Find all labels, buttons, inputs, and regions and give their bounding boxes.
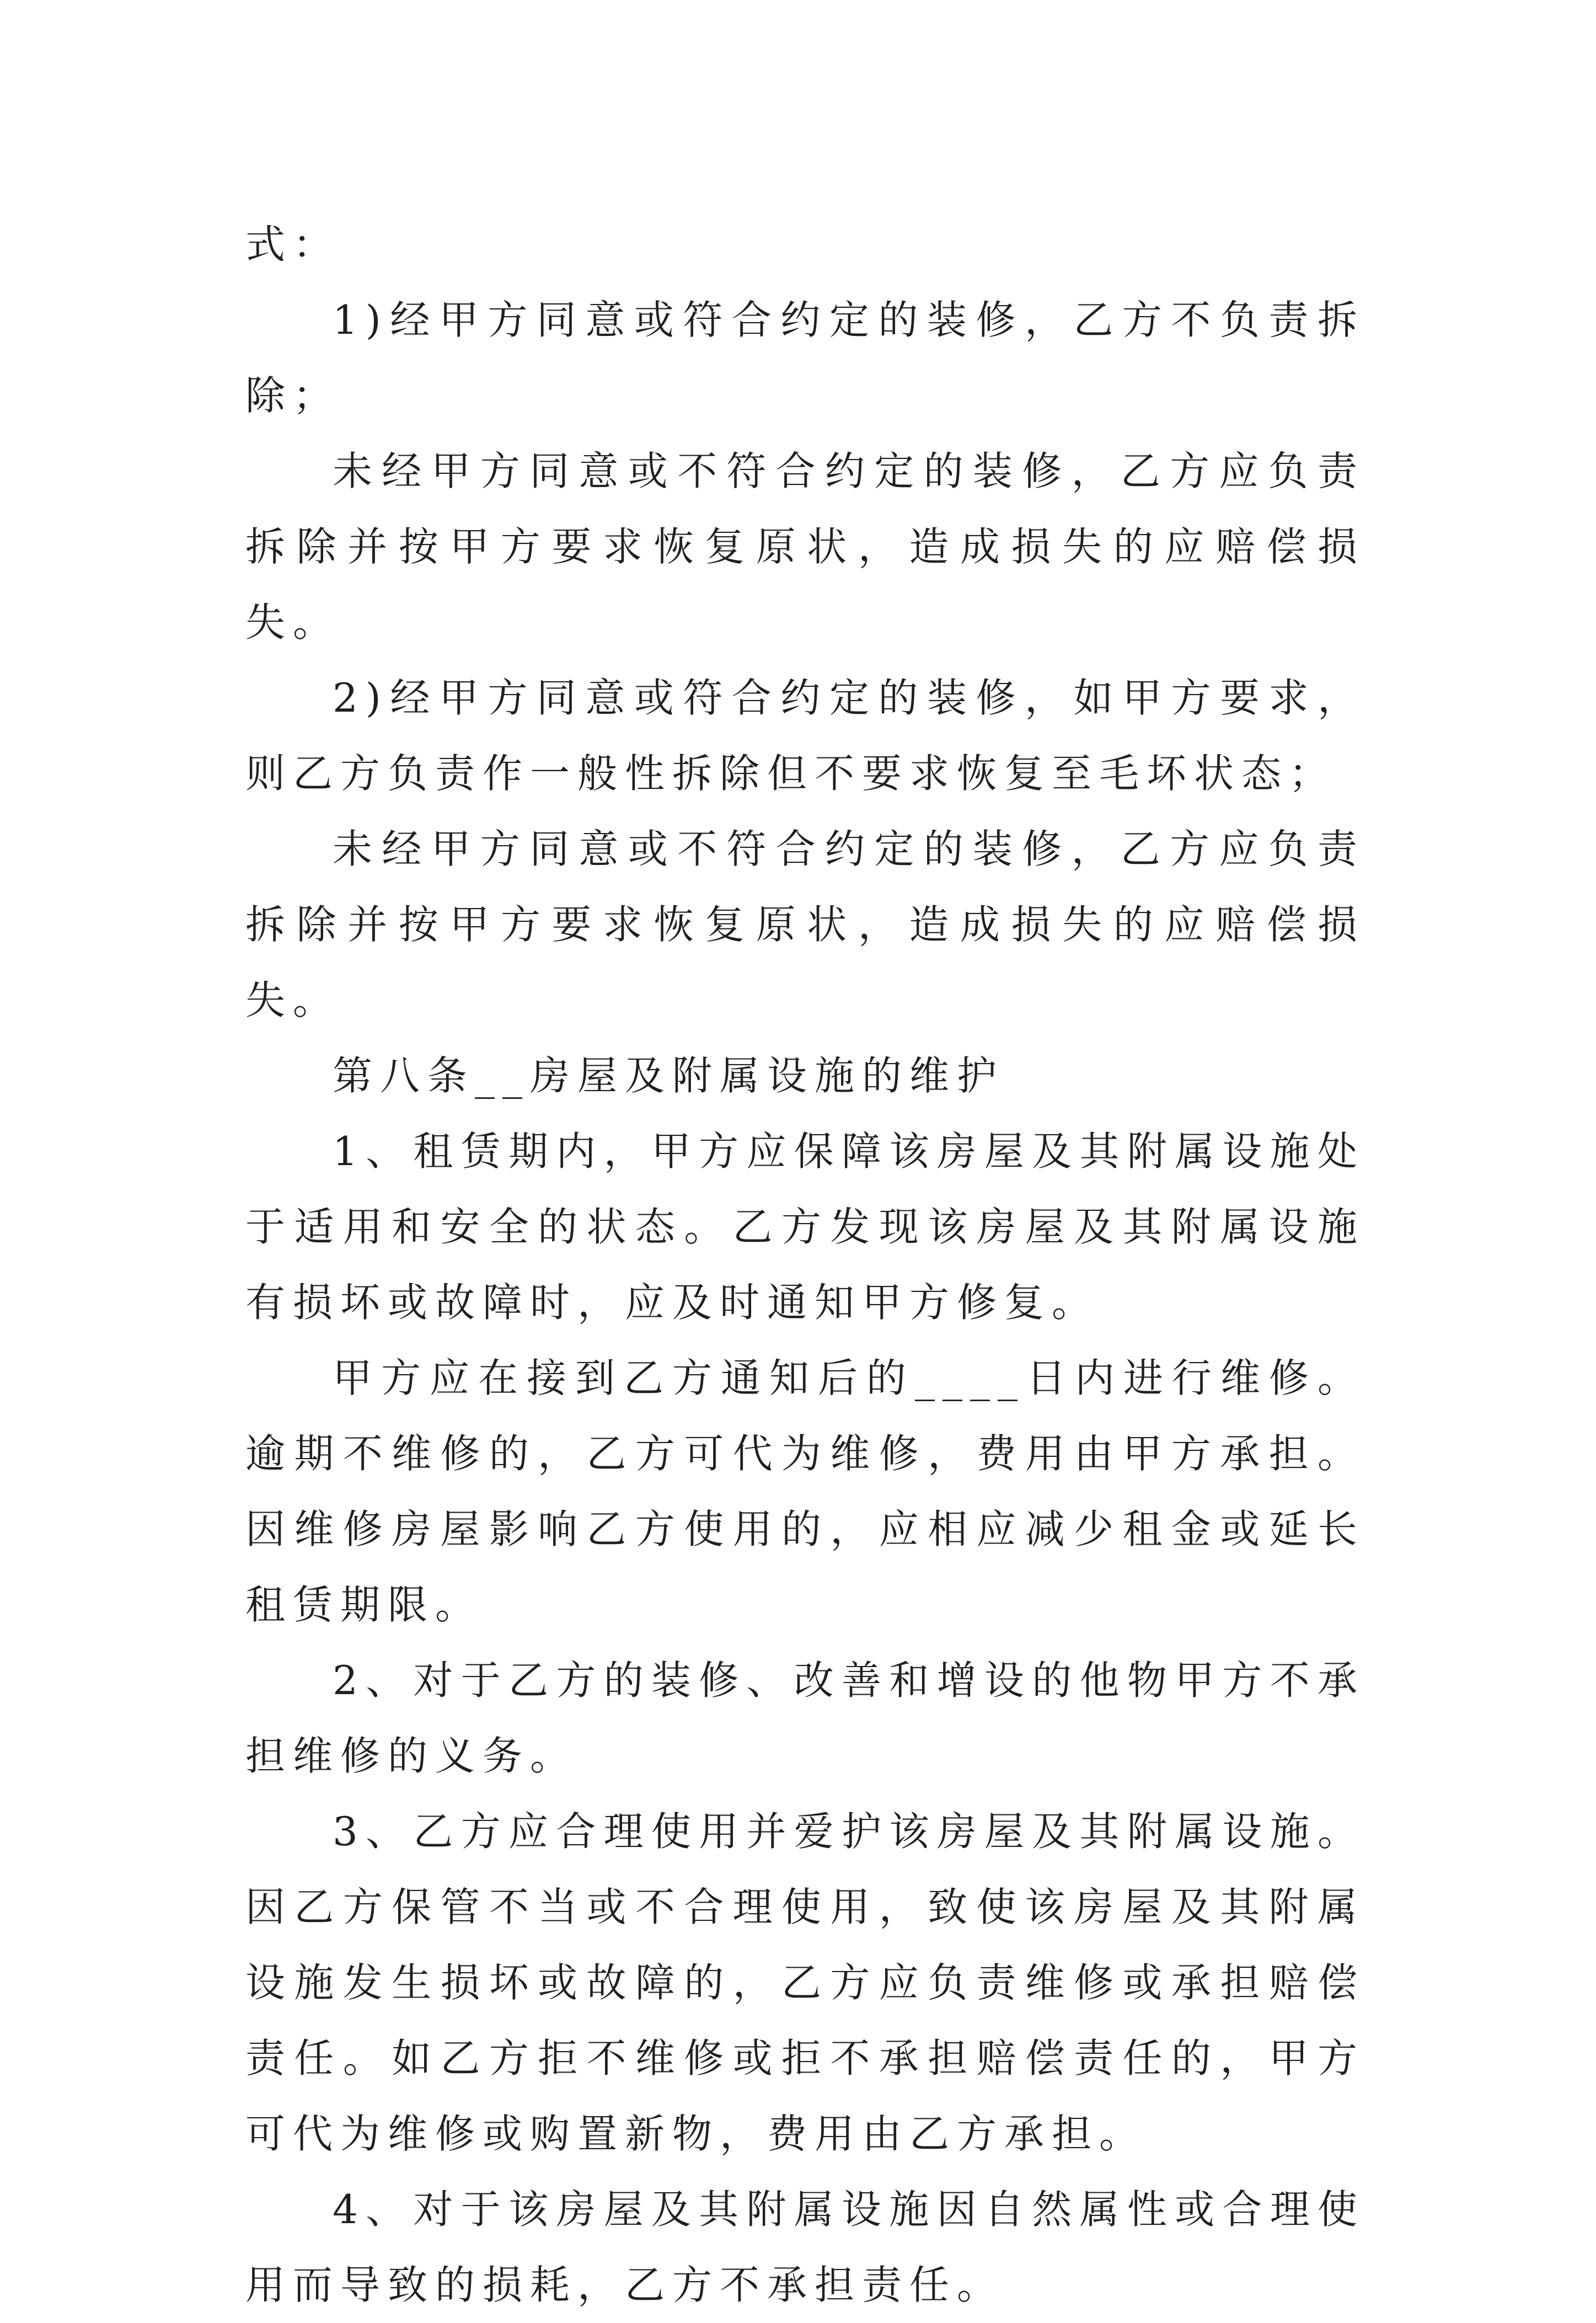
paragraph-9: 2、对于乙方的装修、改善和增设的他物甲方不承担维修的义务。: [245, 1657, 1365, 1779]
paragraph-4: 2)经甲方同意或符合约定的装修，如甲方要求，则乙方负责作一般性拆除但不要求恢复至毛坏状态；: [245, 675, 1365, 797]
paragraph-10: 3、乙方应合理使用并爱护该房屋及其附属设施。因乙方保管不当或不合理使用，致使该房屋及其附属设施发生损坏或故障的，乙方应负责维修或承担赔偿责任。如乙方拒不维修或拒不承担赔偿责任的，甲方可代为维修或购置新物，费用由乙方承担。: [245, 1808, 1365, 2157]
document-body: [245, 207, 1365, 2323]
paragraph-7: 1、租赁期内，甲方应保障该房屋及其附属设施处于适用和安全的状态。乙方发现该房屋及其附属设施有损坏或故障时，应及时通知甲方修复。: [245, 1128, 1365, 1326]
paragraph-1: 式：: [245, 221, 341, 268]
paragraph-5: 未经甲方同意或不符合约定的装修，乙方应负责拆除并按甲方要求恢复原状，造成损失的应赔偿损失。: [245, 826, 1365, 1023]
paragraph-11: 4、对于该房屋及其附属设施因自然属性或合理使用而导致的损耗，乙方不承担责任。: [245, 2186, 1365, 2308]
paragraph-8: 甲方应在接到乙方通知后的____日内进行维修。逾期不维修的，乙方可代为维修，费用由甲方承担。因维修房屋影响乙方使用的，应相应减少租金或延长租赁期限。: [245, 1355, 1365, 1628]
paragraph-3: 未经甲方同意或不符合约定的装修，乙方应负责拆除并按甲方要求恢复原状，造成损失的应赔偿损失。: [245, 448, 1365, 645]
paragraph-2: 1)经甲方同意或符合约定的装修，乙方不负责拆除；: [245, 297, 1365, 419]
section-heading-article-8: 第八条__房屋及附属设施的维护: [333, 1053, 1005, 1099]
